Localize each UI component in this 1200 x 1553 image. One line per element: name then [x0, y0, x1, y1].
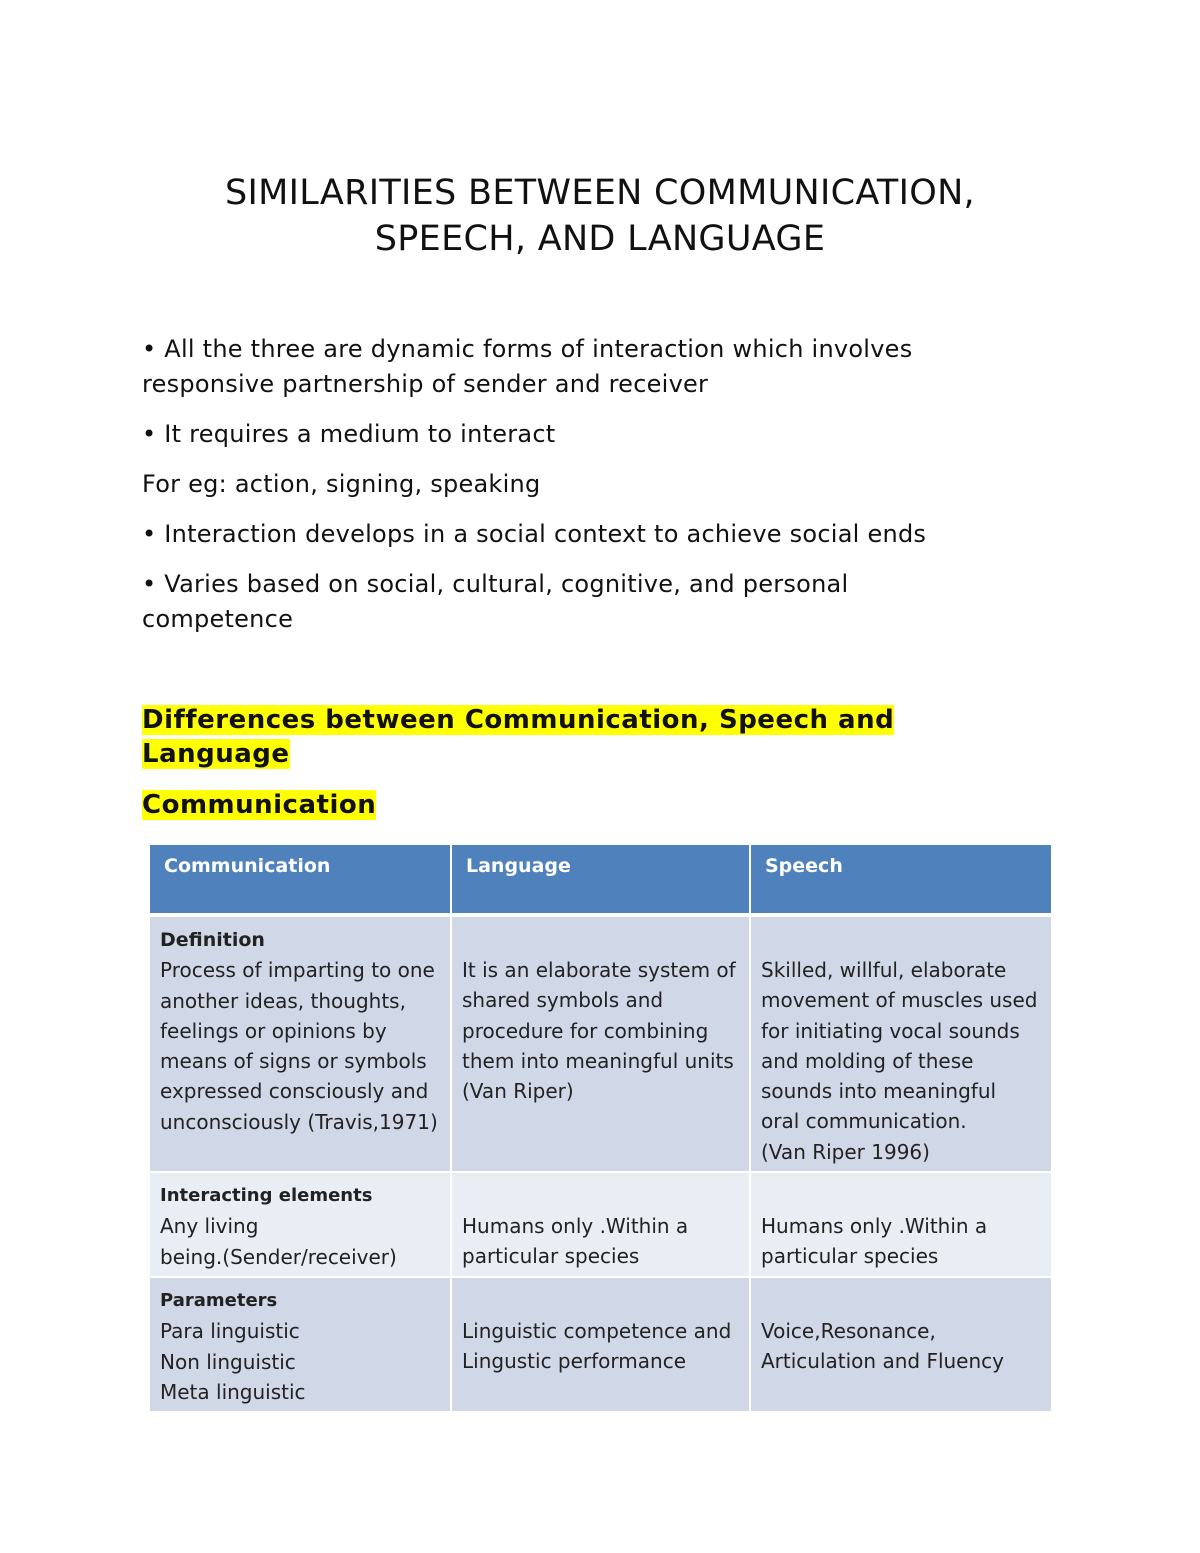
communication-heading [142, 788, 376, 822]
row-label-parameters: Parameters [160, 1289, 278, 1311]
row-label-interacting-elements: Interacting elements [160, 1185, 373, 1207]
table-header-row [150, 845, 1051, 915]
cell-line: (Van Riper 1996) [761, 1139, 930, 1164]
cell-line: being.(Sender/receiver) [160, 1244, 397, 1269]
cell-line: oral communication. [761, 1109, 967, 1134]
cell-line: movement of muscles used [761, 988, 1038, 1013]
table-row-parameters [150, 1277, 1051, 1412]
table-row-definition [150, 915, 1051, 1172]
similarity-item-2-line-1: • It requires a medium to interact [142, 420, 556, 448]
similarity-item-4-line-2: competence [142, 605, 294, 633]
similarity-item-2 [142, 417, 1042, 452]
cell-line: Lingustic performance [462, 1349, 687, 1374]
interacting-language [462, 1181, 739, 1272]
similarity-item-1 [142, 332, 1042, 402]
cell-line: particular species [761, 1244, 939, 1269]
cell-line: Humans only .Within a [462, 1214, 689, 1239]
differences-heading-line-2: Language [142, 739, 290, 769]
header-speech: Speech [750, 845, 1051, 915]
cell-line: expressed consciously and [160, 1079, 429, 1104]
similarity-item-1-line-1: • All the three are dynamic forms of interaction which involves [142, 335, 913, 363]
cell-line: It is an elaborate system of [462, 958, 736, 982]
definition-language [462, 925, 739, 1106]
title-line-2: SPEECH, AND LANGUAGE [374, 219, 826, 259]
comparison-table [150, 845, 1051, 1413]
table-cell [150, 915, 451, 1172]
cell-line: sounds into meaningful [761, 1079, 997, 1104]
parameters-communication [160, 1316, 440, 1407]
cell-line: feelings or opinions by [160, 1018, 387, 1043]
cell-line: Non linguistic [160, 1349, 296, 1374]
example-line [142, 467, 1042, 502]
table-cell [451, 915, 750, 1172]
communication-heading-text: Communication [142, 790, 377, 820]
cell-line: particular species [462, 1244, 640, 1269]
similarity-item-4-line-1: • Varies based on social, cultural, cognitive, and personal [142, 570, 849, 598]
differences-heading [142, 703, 894, 771]
table-cell [451, 1277, 750, 1412]
cell-line: Para linguistic [160, 1319, 300, 1344]
cell-line: Voice,Resonance, [761, 1318, 936, 1343]
similarity-item-3-line-1: • Interaction develops in a social context to achieve social ends [142, 520, 927, 548]
table-cell [150, 1277, 451, 1412]
definition-speech [761, 925, 1041, 1167]
cell-line: means of signs or symbols [160, 1049, 427, 1074]
cell-line: Meta linguistic [160, 1379, 306, 1404]
similarity-item-4 [142, 567, 1042, 637]
parameters-language [462, 1286, 739, 1377]
table-cell [750, 1172, 1051, 1277]
table-cell [150, 1172, 451, 1277]
example-line-text: For eg: action, signing, speaking [142, 470, 541, 498]
row-label-definition: Definition [160, 929, 265, 951]
differences-heading-line-1: Differences between Communication, Speech and [142, 705, 895, 735]
header-communication: Communication [150, 845, 451, 915]
cell-line: (Van Riper) [462, 1079, 574, 1104]
cell-line: shared symbols and [462, 988, 664, 1013]
cell-line: for initiating vocal sounds [761, 1018, 1020, 1043]
header-language: Language [451, 845, 750, 915]
table-cell [750, 915, 1051, 1172]
cell-line: another ideas, thoughts, [160, 988, 406, 1013]
cell-line: unconsciously (Travis,1971) [160, 1109, 438, 1134]
cell-line: Linguistic competence and [462, 1318, 732, 1343]
table-cell [750, 1277, 1051, 1412]
cell-line: them into meaningful units [462, 1048, 734, 1073]
title-line-1: SIMILARITIES BETWEEN COMMUNICATION, [225, 173, 975, 213]
cell-line: Humans only .Within a [761, 1214, 988, 1239]
parameters-speech [761, 1286, 1041, 1377]
cell-line: and molding of these [761, 1048, 974, 1073]
table-cell [451, 1172, 750, 1277]
page-title [0, 170, 1200, 262]
cell-line: Articulation and Fluency [761, 1349, 1004, 1374]
interacting-communication [160, 1211, 440, 1272]
cell-line: procedure for combining [462, 1018, 709, 1043]
cell-line: Any living [160, 1214, 259, 1239]
similarity-item-1-line-2: responsive partnership of sender and receiver [142, 370, 709, 398]
definition-communication [160, 955, 440, 1137]
interacting-speech [761, 1181, 1041, 1272]
similarity-item-3 [142, 517, 1042, 552]
cell-line: Skilled, willful, elaborate [761, 958, 1007, 982]
table-row-interacting-elements [150, 1172, 1051, 1277]
cell-line: Process of imparting to one [160, 958, 435, 983]
